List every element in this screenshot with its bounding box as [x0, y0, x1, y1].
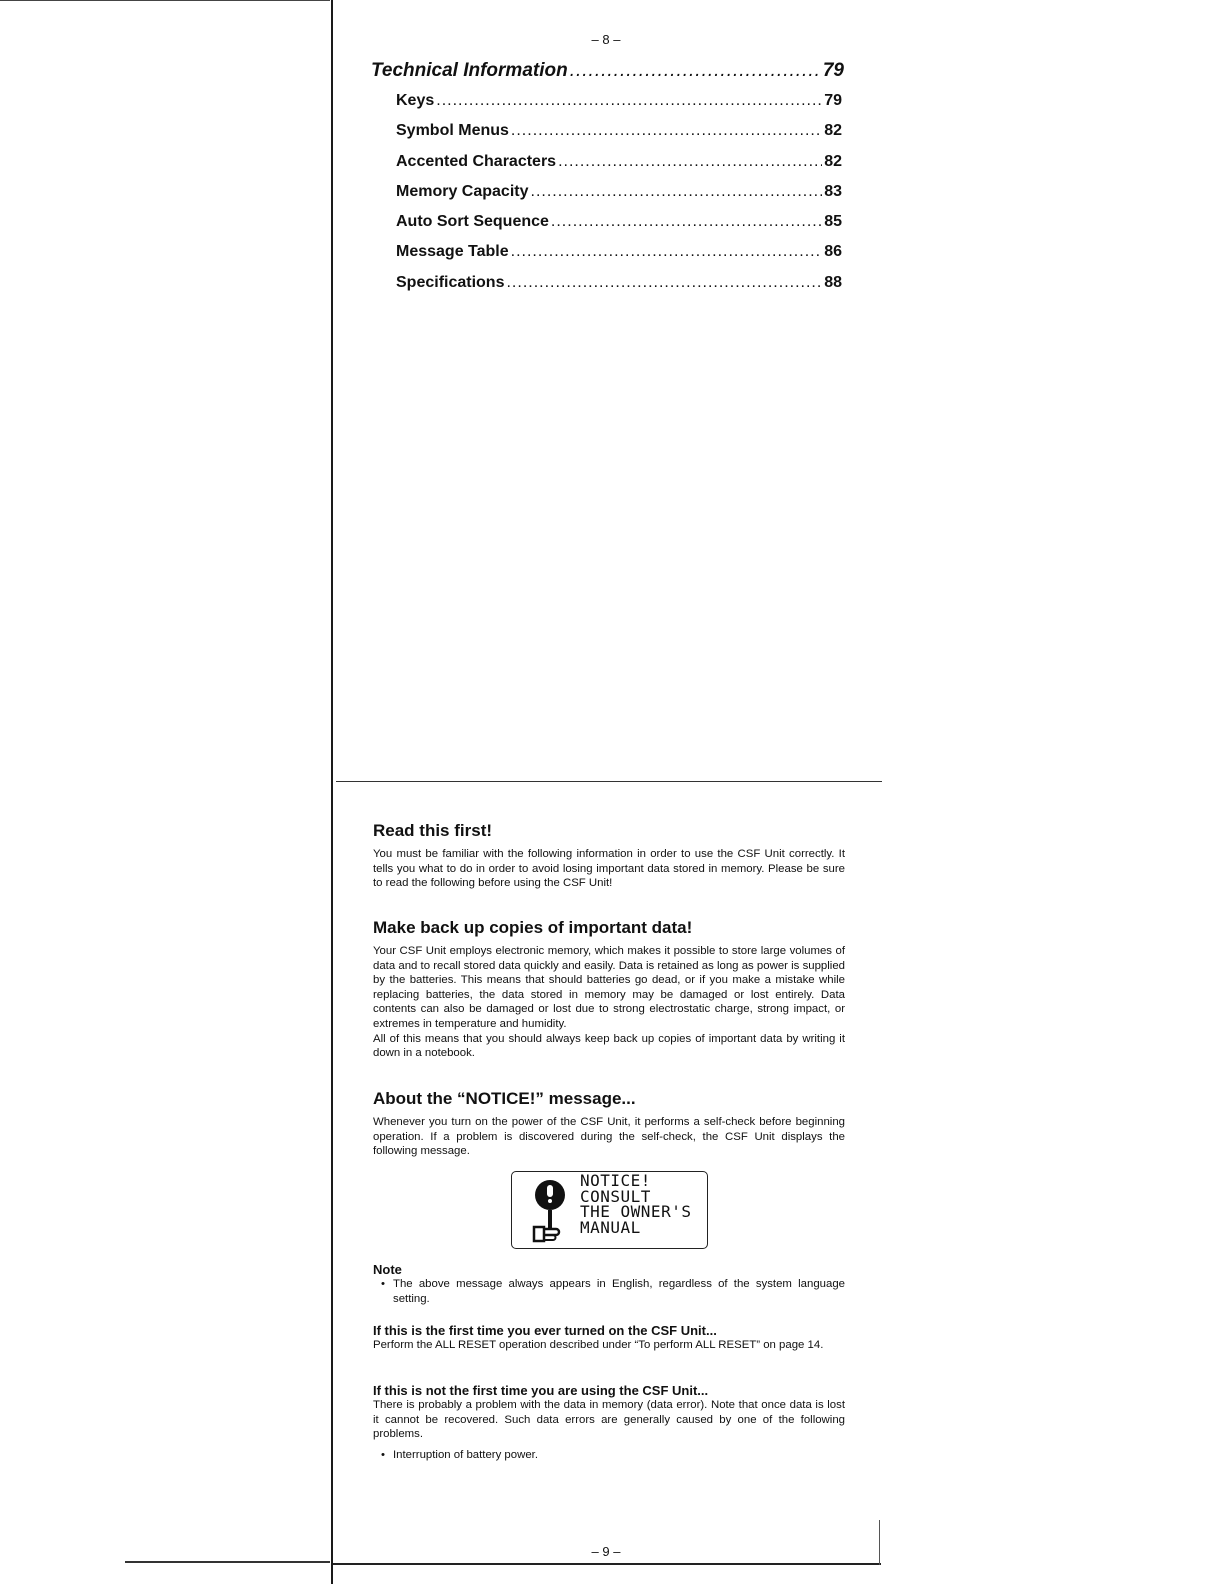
toc-list	[396, 92, 842, 304]
toc-item-page: 82	[824, 152, 842, 170]
toc-item-page: 86	[824, 243, 842, 261]
first-time-heading: If this is the first time you ever turned on the CSF Unit...	[373, 1323, 717, 1338]
lcd-message	[580, 1173, 691, 1235]
toc-leader	[531, 183, 823, 201]
toc-item-keys[interactable]	[396, 92, 842, 122]
toc-heading[interactable]	[371, 60, 844, 82]
lcd-line: MANUAL	[580, 1217, 641, 1237]
toc-item-page: 85	[824, 213, 842, 231]
warning-hand-icon	[530, 1177, 570, 1245]
toc-item-specifications[interactable]	[396, 274, 842, 304]
toc-leader	[511, 122, 822, 140]
backup-text: Your CSF Unit employs electronic memory, which makes it possible to store large volumes of data and to recall stored data quickly and easily. Data is retained as long as power is supplied by the batteries. This means that should batteries go dead, or if you make a mistake while replacing batteries, the data stored in memory may be damaged or lost entirely. Data contents can also be damaged or lost due to strong electrostatic charge, strong impact, or extremes in temperature and humidity.	[373, 945, 845, 1030]
toc-item-label: Symbol Menus	[396, 122, 509, 140]
scan-edge-top	[0, 0, 330, 1]
backup-section	[373, 918, 845, 1061]
not-first-text: There is probably a problem with the data in memory (data error). Note that once data is lost it cannot be recovered. Such data errors are generally caused by one of the following problems.	[373, 1399, 845, 1441]
toc-item-label: Keys	[396, 92, 435, 109]
not-first-section	[373, 1383, 845, 1462]
scan-edge-left	[331, 0, 333, 1584]
not-first-heading: If this is not the first time you are using the CSF Unit...	[373, 1383, 709, 1398]
toc-item-message-table[interactable]	[396, 243, 842, 273]
problems-list	[373, 1448, 845, 1463]
toc-item-page: 79	[824, 92, 842, 109]
toc-item-auto-sort-sequence[interactable]	[396, 213, 842, 243]
lcd-line: THE OWNER'S	[580, 1202, 692, 1221]
toc-item-label: Specifications	[396, 273, 505, 291]
toc-heading-label: Technical Information	[371, 60, 568, 81]
first-time-section	[373, 1323, 845, 1353]
lcd-line: NOTICE!	[580, 1171, 651, 1190]
toc-item-label: Memory Capacity	[396, 182, 529, 200]
backup-text-2: All of this means that you should always keep back up copies of important data by writing it down in a notebook.	[373, 1032, 845, 1060]
toc-item-accented-characters[interactable]	[396, 153, 842, 183]
toc-item-page: 83	[824, 182, 842, 200]
backup-heading: Make back up copies of important data!	[373, 918, 693, 937]
toc-item-label: Message Table	[396, 243, 509, 261]
scan-edge-right	[879, 1520, 880, 1565]
toc-item-page: 88	[824, 273, 842, 291]
page-number-top: – 8 –	[591, 32, 621, 47]
toc-leader	[436, 92, 822, 110]
note-heading: Note	[373, 1262, 402, 1277]
toc-leader	[551, 213, 822, 231]
read-first-text: You must be familiar with the following information in order to use the CSF Unit correctly. It tells you what to do in order to avoid losing important data stored in memory. Please be sure to read the following before using the CSF Unit!	[373, 848, 845, 890]
toc-item-symbol-menus[interactable]	[396, 122, 842, 152]
page-number-bottom: – 9 –	[591, 1544, 621, 1559]
notice-section	[373, 1089, 845, 1159]
list-item: • The above message always appears in English, regardless of the system language setting.	[381, 1277, 845, 1306]
page-divider	[336, 781, 882, 782]
toc-leader	[511, 243, 823, 261]
notice-text: Whenever you turn on the power of the CSF Unit, it performs a self-check before beginning operation. If a problem is discovered during the self-check, the CSF Unit displays the following message.	[373, 1116, 845, 1158]
toc-item-label: Auto Sort Sequence	[396, 213, 549, 231]
lcd-line: CONSULT	[580, 1186, 651, 1206]
scan-edge-bottom-left	[125, 1561, 330, 1563]
note-section	[373, 1262, 845, 1306]
toc-item-page: 82	[824, 122, 842, 140]
notice-heading: About the “NOTICE!” message...	[373, 1089, 636, 1108]
toc-item-memory-capacity[interactable]	[396, 183, 842, 213]
scan-edge-bottom	[333, 1563, 881, 1565]
toc-leader	[506, 274, 822, 292]
toc-leader	[570, 60, 821, 82]
toc-leader	[558, 153, 822, 171]
notice-lcd-display	[511, 1171, 708, 1249]
read-first-section	[373, 821, 845, 891]
list-item: • Interruption of battery power.	[381, 1448, 845, 1463]
toc-item-label: Accented Characters	[396, 152, 557, 170]
toc-heading-page: 79	[822, 60, 844, 81]
first-time-text: Perform the ALL RESET operation described under “To perform ALL RESET” on page 14.	[373, 1339, 824, 1351]
read-first-heading: Read this first!	[373, 821, 493, 840]
note-list	[373, 1277, 845, 1306]
